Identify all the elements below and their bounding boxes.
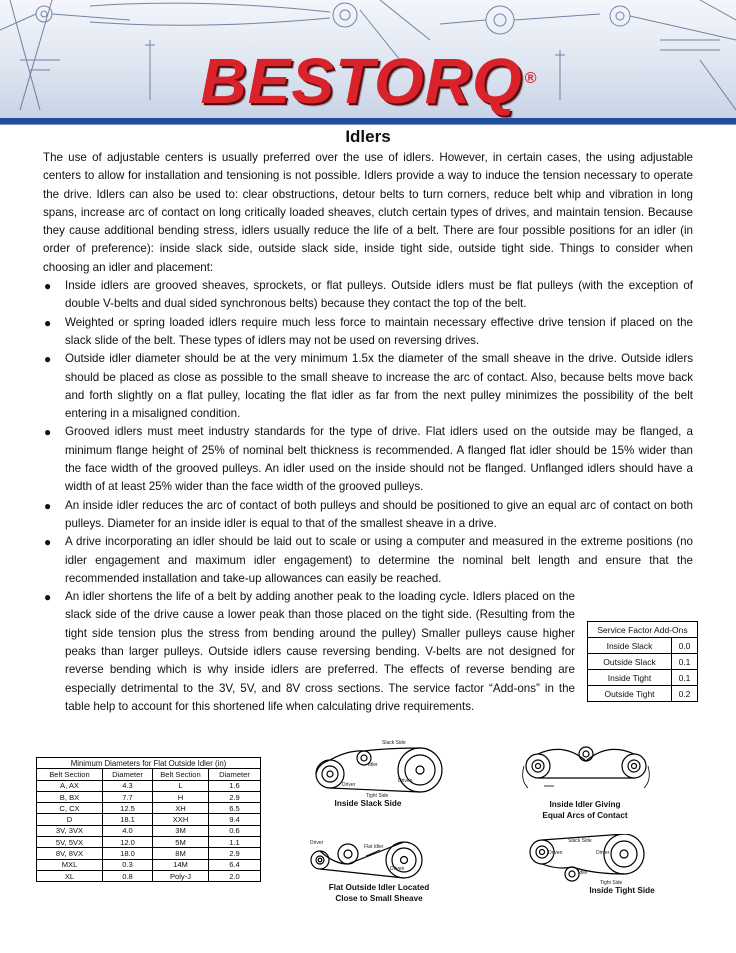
tight-side-label: Tight Side <box>600 880 623 886</box>
table-cell: XXH <box>153 814 209 825</box>
table-cell: 7.7 <box>103 791 153 802</box>
bullet-text: Weighted or spring loaded idlers require much less force to maintain necessary effective drive tension if placed on the slack slide of the belt. These types of idlers may not be used on reversing drives. <box>65 315 693 347</box>
bullet-icon: ● <box>44 315 52 330</box>
bullet-text: Outside idler diameter should be at the very minimum 1.5x the diameter of the small sheave in the drive. Outside idlers should be placed as close as possible to the small sheave to increase the arc of contact. Also, because belts move back and forth slightly on a flat pulley, locating the flat idler as far from the next pulley minimizes the possibility of the belt entering in a misaligned condition. <box>65 352 693 421</box>
table-cell: MXL <box>37 859 103 870</box>
table-cell: XH <box>153 803 209 814</box>
table-cell: 14M <box>153 859 209 870</box>
tight-side-label: Tight Side <box>366 793 389 798</box>
table-cell: 4.3 <box>103 780 153 791</box>
table-row <box>588 654 698 670</box>
table-cell: B, BX <box>37 791 103 802</box>
driver-label: Driver <box>342 782 356 788</box>
bullet-text: A drive incorporating an idler should be laid out to scale or using a computer and measured in the extreme positions (no idler engagement and maximum idler engagement) to determine the nominal belt length and ensure that the recommended installation and take-up allowances can easily be reached. <box>65 535 693 585</box>
table-row <box>37 837 261 848</box>
table-cell: Inside Slack <box>588 638 672 654</box>
flat-outside-idler-diagram <box>306 836 436 882</box>
bullet-icon: ● <box>44 535 52 550</box>
idler-label: Idler <box>368 762 378 768</box>
inside-slack-side-caption: Inside Slack Side <box>334 799 402 808</box>
table-cell: 8V, 8VX <box>37 848 103 859</box>
inside-equal-arcs-caption <box>520 799 650 821</box>
table-cell: 4.0 <box>103 825 153 836</box>
list-item <box>43 533 693 588</box>
table-row <box>37 825 261 836</box>
table-cell: 12.5 <box>103 803 153 814</box>
table-cell: 0.0 <box>672 638 698 654</box>
logo-text: BESTORQ <box>200 45 523 117</box>
page-title: Idlers <box>345 127 391 146</box>
slack-side-label: Slack Side <box>568 838 592 844</box>
bullet-text: Grooved idlers must meet industry standards for the type of drive. Flat idlers used on the outside may be flanged, a minimum flange height of 25% of nominal belt thickness is recommended. A flanged flat idler should be 15% wider than the face width of the grooved pulleys. An idler used on the inside should not be flanged. Unflanged idlers should have a width of at least 25% wider than the face width of the grooved pulleys. <box>65 425 693 494</box>
table-cell: 9.4 <box>209 814 261 825</box>
table-cell: 1.6 <box>209 780 261 791</box>
bullet-text: An idler shortens the life of a belt by adding another peak to the loading cycle. Idlers placed on the slack side of the drive cause a lower peak than those placed on the tight side. (Resulting from the tight side tension plus the stress from bending around the pulley) Smaller pulleys cause higher peaks than larger pulleys. Outside idlers cause reversing bending. V-belts are not designed for reverse bending which is why inside idlers are preferred. The effects of reverse bending are especially detrimental to the 3V, 5V, and 8V cross sections. The service factor “Add-ons” in the table help to account for this shortened life when calculating drive requirements. <box>65 590 575 713</box>
table-cell: 6.5 <box>209 803 261 814</box>
table-cell: C, CX <box>37 803 103 814</box>
table-cell: Outside Slack <box>588 654 672 670</box>
table-row <box>37 870 261 881</box>
driver-label: Driver <box>596 850 610 856</box>
header-banner <box>0 0 736 118</box>
bullet-icon: ● <box>44 352 52 367</box>
table-cell: 2.9 <box>209 848 261 859</box>
table-cell: 2.0 <box>209 870 261 881</box>
table-cell: 8M <box>153 848 209 859</box>
flat-outside-idler-caption <box>316 882 442 904</box>
caption-line: Inside Idler Giving <box>549 800 621 809</box>
table-cell: 12.0 <box>103 837 153 848</box>
table-row <box>37 803 261 814</box>
bullet-text: Inside idlers are grooved sheaves, sprockets, or flat pulleys. Outside idlers must be flat pulleys (with the exception of double V-belts and dual sided synchronous belts) because they contact the top of the belt. <box>65 279 693 311</box>
inside-slack-side-diagram <box>308 736 448 798</box>
table-cell: Poly-J <box>153 870 209 881</box>
table-cell: H <box>153 791 209 802</box>
min-diameter-rows <box>37 780 261 882</box>
service-factor-table <box>587 621 698 702</box>
header-rule-thin <box>0 124 736 125</box>
table-cell: 6.4 <box>209 859 261 870</box>
table-cell: D <box>37 814 103 825</box>
table-cell: Inside Tight <box>588 670 672 686</box>
bestorq-logo <box>0 44 736 118</box>
table-cell: 2.9 <box>209 791 261 802</box>
intro-paragraph: The use of adjustable centers is usually preferred over the use of idlers. However, in certain cases, the using adjustable centers to allow for installation and tensioning is not possible. Idlers provide a way to induce the tension necessary to operate the drive. Idlers can also be used to: clear obstructions, detour belts to turn corners, reduce belt whip and vibration in long spans, increase arc of contact on long critically loaded sheaves, clutch certain types of drives, and maintain tension. Because they cause additional bending stress, idlers usually reduce the life of a belt. There are four possible positions for an idler (in order of preference): inside slack side, outside slack side, inside tight side, outside tight side. Things to consider when choosing an idler and placement: <box>43 151 693 274</box>
driver-label: Driver <box>310 840 324 846</box>
table-row <box>37 848 261 859</box>
column-header: Diameter <box>209 769 261 780</box>
min-diameter-title: Minimum Diameters for Flat Outside Idler (in) <box>37 758 261 769</box>
driven-label: Driven <box>398 778 413 784</box>
inside-tight-side-caption: Inside Tight Side <box>589 886 655 895</box>
inside-tight-side-diagram <box>524 834 656 886</box>
bullet-icon: ● <box>44 425 52 440</box>
table-cell: A, AX <box>37 780 103 791</box>
caption-line: Close to Small Sheave <box>335 894 423 903</box>
list-item <box>43 350 693 423</box>
column-header: Belt Section <box>153 769 209 780</box>
table-cell: L <box>153 780 209 791</box>
table-cell: 18.1 <box>103 814 153 825</box>
list-item <box>43 423 693 496</box>
bullet-text: An inside idler reduces the arc of contact of both pulleys and should be positioned to give an equal arc of contact on both pulleys. Diameter for an inside idler is equal to that of the smallest sheave in a drive. <box>65 498 693 530</box>
driven-label: Driven <box>548 850 563 856</box>
table-row <box>37 780 261 791</box>
table-row <box>37 791 261 802</box>
column-header: Diameter <box>103 769 153 780</box>
min-diameter-table <box>36 757 261 882</box>
table-row <box>588 670 698 686</box>
column-header: Belt Section <box>37 769 103 780</box>
table-cell: 5M <box>153 837 209 848</box>
table-cell: 0.8 <box>103 870 153 881</box>
table-cell: 3V, 3VX <box>37 825 103 836</box>
list-item <box>43 497 693 534</box>
table-cell: 0.3 <box>103 859 153 870</box>
table-cell: XL <box>37 870 103 881</box>
table-row <box>37 814 261 825</box>
table-row <box>588 686 698 702</box>
registered-mark: ® <box>524 70 538 87</box>
table-cell: 18.0 <box>103 848 153 859</box>
bullet-icon: ● <box>44 279 52 294</box>
table-cell: 5V, 5VX <box>37 837 103 848</box>
table-cell: 0.1 <box>672 670 698 686</box>
service-factor-title: Service Factor Add-Ons <box>588 622 698 638</box>
table-row <box>588 638 698 654</box>
driven-label: Driven <box>390 866 405 872</box>
table-cell: 0.2 <box>672 686 698 702</box>
table-row <box>37 859 261 870</box>
table-cell: 0.6 <box>209 825 261 836</box>
idler-label: Idler <box>578 870 588 876</box>
table-cell: 0.1 <box>672 654 698 670</box>
table-cell: Outside Tight <box>588 686 672 702</box>
bullet-icon: ● <box>44 590 52 605</box>
list-item <box>43 277 693 314</box>
inside-equal-arcs-diagram <box>514 740 660 798</box>
flat-idler-label: Flat Idler <box>364 844 384 850</box>
table-header-row <box>37 769 261 780</box>
caption-line: Flat Outside Idler Located <box>328 883 430 892</box>
slack-side-label: Slack Side <box>382 740 406 746</box>
table-cell: 1.1 <box>209 837 261 848</box>
list-item <box>43 314 693 351</box>
table-cell: 3M <box>153 825 209 836</box>
bullet-icon: ● <box>44 498 52 513</box>
caption-line: Equal Arcs of Contact <box>542 811 628 820</box>
